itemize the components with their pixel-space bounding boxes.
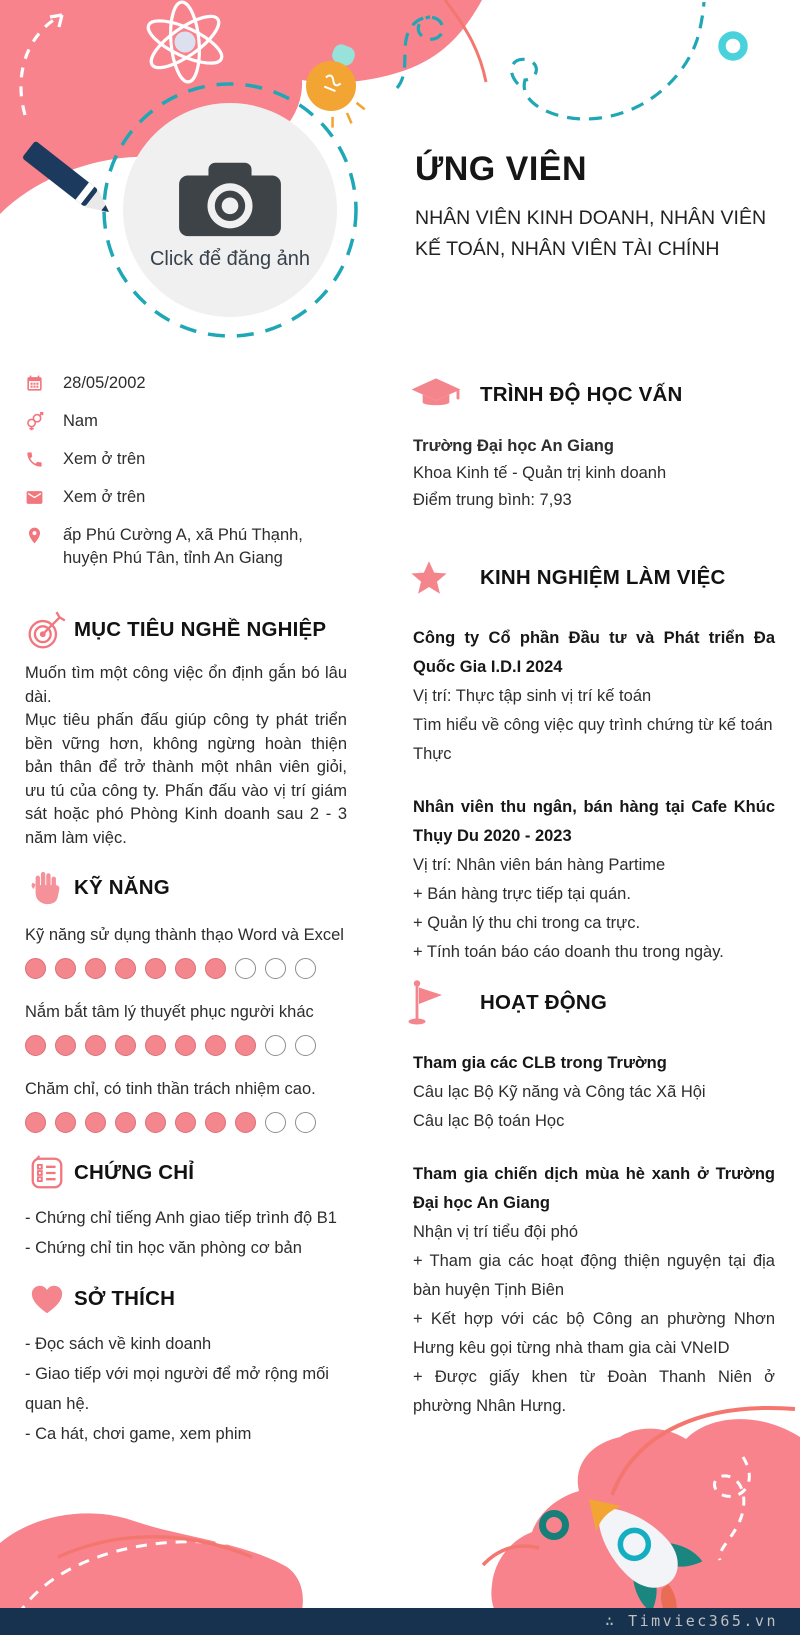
experience-heading: Công ty Cổ phần Đầu tư và Phát triển Đa Quốc Gia I.D.I 2024 [413, 629, 775, 676]
skill-dot [295, 958, 316, 979]
right-column [413, 365, 775, 1421]
skill-dot [175, 1112, 196, 1133]
skill-dot [85, 1112, 106, 1133]
contact-item-address [25, 524, 347, 570]
experience-entry [413, 624, 775, 769]
teal-donut [722, 35, 744, 57]
skill-dot [205, 958, 226, 979]
section-title: HOẠT ĐỘNG [480, 991, 608, 1014]
contact-item-phone [25, 448, 347, 471]
skill-label: Nắm bắt tâm lý thuyết phục người khác [25, 1003, 314, 1021]
skill-dot [25, 1112, 46, 1133]
section-title: KỸ NĂNG [74, 876, 170, 899]
skill-dot [175, 1035, 196, 1056]
skill-dot [115, 958, 136, 979]
activity-line: Câu lạc Bộ toán Học [413, 1112, 565, 1130]
skill-dot [235, 958, 256, 979]
contact-value: ấp Phú Cường A, xã Phú Thạnh, huyện Phú Tân, tỉnh An Giang [63, 526, 303, 567]
skill-dot [265, 1035, 286, 1056]
activity-heading: Tham gia chiến dịch mùa hè xanh ở Trường Đại học An Giang [413, 1165, 775, 1212]
skill-dot [265, 958, 286, 979]
star-icon [408, 556, 466, 600]
gender-icon [25, 412, 44, 431]
experience-line: + Tính toán báo cáo doanh thu trong ngày. [413, 943, 724, 961]
skill-dot [235, 1112, 256, 1133]
skill-dot [175, 958, 196, 979]
section-education-header [408, 373, 775, 417]
left-column [25, 372, 347, 1449]
experience-line: Tìm hiểu về công việc quy trình chứng từ kế toán [413, 716, 773, 734]
location-icon [25, 526, 44, 545]
experience-line: Vị trí: Thực tập sinh vị trí kế toán [413, 687, 652, 705]
skill-dot [85, 958, 106, 979]
skill-dot [265, 1112, 286, 1133]
activity-entry [413, 1049, 775, 1136]
education-entry [413, 433, 775, 514]
section-title: KINH NGHIỆM LÀM VIỆC [480, 566, 726, 589]
skill-dot [55, 1035, 76, 1056]
certificate-item: - Chứng chỉ tin học văn phòng cơ bản [25, 1239, 302, 1257]
skill-dot [295, 1035, 316, 1056]
contact-list [25, 372, 347, 570]
objective-paragraph: Muốn tìm một công việc ổn định gắn bó lâu dài. [25, 664, 347, 706]
contact-value: 28/05/2002 [63, 374, 146, 392]
section-skills-header [25, 866, 347, 910]
section-title: CHỨNG CHỈ [74, 1161, 195, 1184]
experience-entry [413, 793, 775, 967]
skill-dot [55, 958, 76, 979]
hand-icon [25, 866, 69, 910]
camera-icon [171, 150, 289, 244]
skill-dot [55, 1112, 76, 1133]
candidate-subtitle: NHÂN VIÊN KINH DOANH, NHÂN VIÊN KẾ TOÁN, NHÂN VIÊN TÀI CHÍNH [415, 207, 767, 260]
hobby-item: - Ca hát, chơi game, xem phim [25, 1425, 252, 1443]
experience-line: Thực [413, 745, 452, 763]
candidate-title: ỨNG VIÊN [415, 150, 588, 188]
flag-icon [408, 981, 466, 1025]
graduation-cap-icon [408, 373, 466, 417]
skill-dot [295, 1112, 316, 1133]
section-hobbies-header [25, 1277, 347, 1321]
activity-line: + Kết hợp với các bộ Công an phường Nhơn Hưng kêu gọi từng nhà tham gia cài VNeID [413, 1310, 775, 1357]
contact-value: Nam [63, 412, 98, 430]
photo-circle[interactable] [123, 103, 337, 317]
experience-line: + Bán hàng trực tiếp tại quán. [413, 885, 631, 903]
objective-paragraph: Mục tiêu phấn đấu giúp công ty phát triển bền vững hơn, không ngừng hoàn thiện bản thân để trở thành một nhân viên giỏi, ưu tú của công ty. Phấn đấu vào vị trí giám sát hoặc phó Phòng Kinh doanh sau 2 - 3 năm làm việc. [25, 711, 347, 847]
section-title: SỞ THÍCH [74, 1287, 176, 1310]
skill-dot [145, 1035, 166, 1056]
contact-item-email [25, 486, 347, 509]
education-school: Trường Đại học An Giang [413, 437, 614, 455]
skill-dot [205, 1035, 226, 1056]
activity-line: Nhận vị trí tiểu đội phó [413, 1223, 579, 1241]
footer-bar [0, 1608, 800, 1635]
skill-dot [85, 1035, 106, 1056]
calendar-icon [25, 374, 44, 393]
section-title: TRÌNH ĐỘ HỌC VẤN [480, 383, 683, 406]
bottom-decoration [0, 1325, 800, 1635]
experience-heading: Nhân viên thu ngân, bán hàng tại Cafe Khúc Thụy Du 2020 - 2023 [413, 798, 775, 845]
skill-dots [25, 1035, 347, 1056]
skill-label: Kỹ năng sử dụng thành thạo Word và Excel [25, 926, 344, 944]
pink-blob-bottom-left [0, 1513, 303, 1615]
experience-line: + Quản lý thu chi trong ca trực. [413, 914, 641, 932]
heart-icon [25, 1277, 69, 1321]
skill-item [25, 1078, 347, 1133]
section-activities-header [408, 981, 775, 1025]
skill-dot [25, 958, 46, 979]
activity-line: + Tham gia các hoạt động thiện nguyện tại địa bàn huyện Tịnh Biên [413, 1252, 775, 1299]
section-experience-header [408, 556, 775, 600]
certificate-item: - Chứng chỉ tiếng Anh giao tiếp trình độ B1 [25, 1209, 337, 1227]
skill-dot [235, 1035, 256, 1056]
skill-dot [25, 1035, 46, 1056]
hobby-item: - Giao tiếp với mọi người để mở rộng mối quan hệ. [25, 1365, 329, 1413]
education-faculty: Khoa Kinh tế - Quản trị kinh doanh [413, 464, 667, 482]
skill-dot [115, 1035, 136, 1056]
section-certificates-header [25, 1151, 347, 1195]
hobby-item: - Đọc sách về kinh doanh [25, 1335, 212, 1353]
skill-dot [115, 1112, 136, 1133]
experience-line: Vị trí: Nhân viên bán hàng Partime [413, 856, 666, 874]
contact-value: Xem ở trên [63, 488, 146, 506]
checklist-icon [25, 1151, 69, 1195]
contact-item-gender [25, 410, 347, 433]
skill-item [25, 1001, 347, 1056]
education-gpa: Điểm trung bình: 7,93 [413, 491, 572, 509]
contact-value: Xem ở trên [63, 450, 146, 468]
contact-item-birthday [25, 372, 347, 395]
skill-label: Chăm chỉ, có tinh thần trách nhiệm cao. [25, 1080, 316, 1098]
atom-core [175, 32, 196, 53]
skill-dot [205, 1112, 226, 1133]
skill-dots [25, 958, 347, 979]
brand-watermark: ∴ Timviec365.vn [605, 1612, 778, 1630]
activity-line: Câu lạc Bộ Kỹ năng và Công tác Xã Hội [413, 1083, 706, 1101]
section-objective-header [25, 608, 347, 652]
activity-heading: Tham gia các CLB trong Trường [413, 1054, 667, 1072]
photo-upload-label[interactable]: Click để đăng ảnh [149, 247, 311, 270]
photo-upload[interactable] [104, 84, 356, 336]
skill-dot [145, 958, 166, 979]
phone-icon [25, 450, 44, 469]
email-icon [25, 488, 44, 507]
skill-dots [25, 1112, 347, 1133]
activity-line: + Được giấy khen từ Đoàn Thanh Niên ở phường Nhân Hưng. [413, 1368, 775, 1415]
target-icon [25, 608, 69, 652]
skill-dot [145, 1112, 166, 1133]
header [415, 150, 785, 265]
section-title: MỤC TIÊU NGHỀ NGHIỆP [74, 618, 327, 641]
skill-item [25, 924, 347, 979]
